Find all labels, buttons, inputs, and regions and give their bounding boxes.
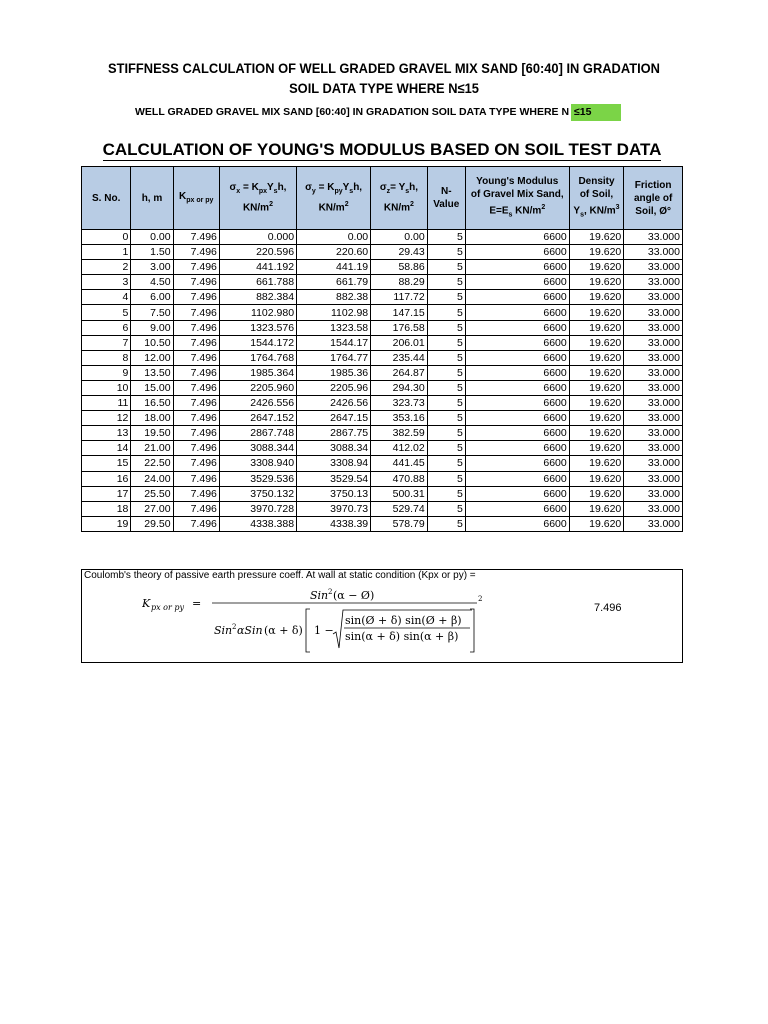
table-row <box>82 245 683 260</box>
youngs-modulus-table <box>81 166 683 532</box>
cell-friction-angle: 33.000 <box>624 305 683 320</box>
cell-n-value: 5 <box>427 471 465 486</box>
cell-sigma-x: 3308.940 <box>219 456 296 471</box>
cell-depth: 22.50 <box>131 456 173 471</box>
cell-sigma-z: 294.30 <box>371 380 428 395</box>
cell-sno: 14 <box>82 441 131 456</box>
cell-density: 19.620 <box>569 230 624 245</box>
cell-sigma-z: 147.15 <box>371 305 428 320</box>
cell-n-value: 5 <box>427 290 465 305</box>
cell-sigma-z: 235.44 <box>371 350 428 365</box>
header-density: Density of Soil, $Y_s$, $KN/m^3$ <box>569 167 624 230</box>
cell-friction-angle: 33.000 <box>624 516 683 531</box>
cell-friction-angle: 33.000 <box>624 441 683 456</box>
cell-friction-angle: 33.000 <box>624 501 683 516</box>
svg-text:2: 2 <box>328 588 333 596</box>
cell-sno: 2 <box>82 260 131 275</box>
header-sno: S. No. <box>82 167 131 230</box>
cell-sigma-z: 500.31 <box>371 486 428 501</box>
table-row <box>82 426 683 441</box>
cell-sigma-x: 2426.556 <box>219 396 296 411</box>
cell-n-value: 5 <box>427 411 465 426</box>
cell-friction-angle: 33.000 <box>624 320 683 335</box>
cell-friction-angle: 33.000 <box>624 275 683 290</box>
cell-sno: 12 <box>82 411 131 426</box>
cell-sigma-z: 323.73 <box>371 396 428 411</box>
cell-depth: 24.00 <box>131 471 173 486</box>
cell-sigma-y: 1544.17 <box>297 335 371 350</box>
cell-n-value: 5 <box>427 441 465 456</box>
cell-sigma-x: 220.596 <box>219 245 296 260</box>
cell-sigma-z: 578.79 <box>371 516 428 531</box>
table-row <box>82 441 683 456</box>
cell-sno: 8 <box>82 350 131 365</box>
cell-density: 19.620 <box>569 275 624 290</box>
cell-youngs-modulus: 6600 <box>465 456 569 471</box>
cell-sno: 4 <box>82 290 131 305</box>
table-row <box>82 320 683 335</box>
header-sigma-z: $\sigma_z= Y_sh$, $KN/m^2$ <box>371 167 428 230</box>
cell-n-value: 5 <box>427 380 465 395</box>
cell-n-value: 5 <box>427 426 465 441</box>
cell-n-value: 5 <box>427 486 465 501</box>
cell-sigma-y: 3308.94 <box>297 456 371 471</box>
cell-density: 19.620 <box>569 290 624 305</box>
cell-sigma-y: 1323.58 <box>297 320 371 335</box>
cell-youngs-modulus: 6600 <box>465 320 569 335</box>
cell-depth: 16.50 <box>131 396 173 411</box>
header-kp: $K_{px or py}$ <box>173 167 219 230</box>
table-row <box>82 365 683 380</box>
cell-friction-angle: 33.000 <box>624 260 683 275</box>
cell-kp: 7.496 <box>173 380 219 395</box>
cell-depth: 19.50 <box>131 426 173 441</box>
header-sigma-x: $\sigma_x = K_{px}Y_sh$, $KN/m^2$ <box>219 167 296 230</box>
cell-depth: 13.50 <box>131 365 173 380</box>
cell-sigma-x: 3529.536 <box>219 471 296 486</box>
cell-depth: 21.00 <box>131 441 173 456</box>
cell-n-value: 5 <box>427 305 465 320</box>
section-heading-text: CALCULATION OF YOUNG'S MODULUS BASED ON SOIL TEST DATA <box>102 140 662 159</box>
cell-friction-angle: 33.000 <box>624 456 683 471</box>
cell-sigma-x: 1985.364 <box>219 365 296 380</box>
cell-depth: 29.50 <box>131 516 173 531</box>
cell-sno: 19 <box>82 516 131 531</box>
cell-sigma-y: 220.60 <box>297 245 371 260</box>
cell-density: 19.620 <box>569 501 624 516</box>
cell-sigma-y: 3970.73 <box>297 501 371 516</box>
cell-sno: 16 <box>82 471 131 486</box>
cell-sigma-y: 3750.13 <box>297 486 371 501</box>
cell-density: 19.620 <box>569 426 624 441</box>
cell-sigma-x: 1102.980 <box>219 305 296 320</box>
document-title <box>86 58 682 98</box>
cell-n-value: 5 <box>427 350 465 365</box>
cell-friction-angle: 33.000 <box>624 471 683 486</box>
cell-kp: 7.496 <box>173 260 219 275</box>
cell-density: 19.620 <box>569 320 624 335</box>
cell-sigma-z: 58.86 <box>371 260 428 275</box>
cell-depth: 12.00 <box>131 350 173 365</box>
cell-n-value: 5 <box>427 396 465 411</box>
cell-density: 19.620 <box>569 441 624 456</box>
document-title-line1: STIFFNESS CALCULATION OF WELL GRADED GRAVEL MIX SAND [60:40] IN GRADATION <box>108 60 660 76</box>
table-row <box>82 335 683 350</box>
cell-n-value: 5 <box>427 335 465 350</box>
cell-depth: 15.00 <box>131 380 173 395</box>
cell-sigma-y: 661.79 <box>297 275 371 290</box>
cell-kp: 7.496 <box>173 230 219 245</box>
cell-friction-angle: 33.000 <box>624 230 683 245</box>
cell-sigma-z: 441.45 <box>371 456 428 471</box>
svg-text:(α + δ): (α + δ) <box>264 624 303 637</box>
cell-sno: 5 <box>82 305 131 320</box>
cell-kp: 7.496 <box>173 335 219 350</box>
cell-youngs-modulus: 6600 <box>465 275 569 290</box>
cell-youngs-modulus: 6600 <box>465 245 569 260</box>
coulomb-formula-box <box>81 569 683 663</box>
table-row <box>82 275 683 290</box>
cell-youngs-modulus: 6600 <box>465 365 569 380</box>
cell-n-value: 5 <box>427 230 465 245</box>
svg-text:Sin: Sin <box>214 624 233 637</box>
n-value-badge: ≤15 <box>571 104 621 121</box>
cell-youngs-modulus: 6600 <box>465 516 569 531</box>
cell-sigma-z: 529.74 <box>371 501 428 516</box>
cell-sno: 10 <box>82 380 131 395</box>
cell-friction-angle: 33.000 <box>624 426 683 441</box>
table-row <box>82 501 683 516</box>
cell-density: 19.620 <box>569 260 624 275</box>
cell-density: 19.620 <box>569 456 624 471</box>
cell-kp: 7.496 <box>173 290 219 305</box>
cell-friction-angle: 33.000 <box>624 290 683 305</box>
header-depth: h, m <box>131 167 173 230</box>
cell-kp: 7.496 <box>173 305 219 320</box>
cell-sigma-y: 1102.98 <box>297 305 371 320</box>
header-n-value: N- Value <box>427 167 465 230</box>
svg-text:Sin: Sin <box>310 589 329 602</box>
table-row <box>82 411 683 426</box>
cell-sigma-y: 2426.56 <box>297 396 371 411</box>
cell-n-value: 5 <box>427 245 465 260</box>
cell-sigma-z: 0.00 <box>371 230 428 245</box>
svg-text:1 −: 1 − <box>314 624 334 637</box>
cell-kp: 7.496 <box>173 471 219 486</box>
cell-sigma-z: 117.72 <box>371 290 428 305</box>
table-row <box>82 260 683 275</box>
cell-sigma-x: 882.384 <box>219 290 296 305</box>
cell-sigma-z: 470.88 <box>371 471 428 486</box>
cell-kp: 7.496 <box>173 426 219 441</box>
cell-sno: 9 <box>82 365 131 380</box>
cell-youngs-modulus: 6600 <box>465 411 569 426</box>
svg-text:=: = <box>192 597 202 610</box>
cell-sno: 3 <box>82 275 131 290</box>
cell-sigma-y: 1985.36 <box>297 365 371 380</box>
header-friction-angle: Friction angle of Soil, Ø° <box>624 167 683 230</box>
cell-friction-angle: 33.000 <box>624 245 683 260</box>
cell-depth: 7.50 <box>131 305 173 320</box>
cell-n-value: 5 <box>427 516 465 531</box>
cell-kp: 7.496 <box>173 441 219 456</box>
cell-youngs-modulus: 6600 <box>465 396 569 411</box>
table-row <box>82 396 683 411</box>
cell-sigma-z: 29.43 <box>371 245 428 260</box>
cell-sigma-y: 1764.77 <box>297 350 371 365</box>
table-row <box>82 456 683 471</box>
table-row <box>82 305 683 320</box>
cell-density: 19.620 <box>569 516 624 531</box>
cell-kp: 7.496 <box>173 486 219 501</box>
cell-sigma-x: 3970.728 <box>219 501 296 516</box>
cell-sigma-y: 0.00 <box>297 230 371 245</box>
table-row <box>82 516 683 531</box>
cell-kp: 7.496 <box>173 275 219 290</box>
cell-depth: 6.00 <box>131 290 173 305</box>
cell-depth: 9.00 <box>131 320 173 335</box>
cell-depth: 3.00 <box>131 260 173 275</box>
svg-text:αSin: αSin <box>237 624 263 637</box>
cell-sigma-y: 2647.15 <box>297 411 371 426</box>
cell-sigma-x: 441.192 <box>219 260 296 275</box>
cell-depth: 1.50 <box>131 245 173 260</box>
cell-kp: 7.496 <box>173 320 219 335</box>
cell-youngs-modulus: 6600 <box>465 230 569 245</box>
cell-sigma-y: 3529.54 <box>297 471 371 486</box>
cell-kp: 7.496 <box>173 456 219 471</box>
cell-sigma-z: 353.16 <box>371 411 428 426</box>
document-title-line2: SOIL DATA TYPE WHERE N≤15 <box>289 80 479 96</box>
section-heading <box>80 140 684 160</box>
cell-youngs-modulus: 6600 <box>465 501 569 516</box>
svg-text:K: K <box>142 597 151 610</box>
table-row <box>82 290 683 305</box>
cell-youngs-modulus: 6600 <box>465 486 569 501</box>
kp-formula <box>142 582 562 660</box>
cell-sno: 17 <box>82 486 131 501</box>
table-row <box>82 471 683 486</box>
cell-youngs-modulus: 6600 <box>465 426 569 441</box>
cell-density: 19.620 <box>569 486 624 501</box>
cell-sigma-y: 2867.75 <box>297 426 371 441</box>
cell-density: 19.620 <box>569 365 624 380</box>
soil-type-text: WELL GRADED GRAVEL MIX SAND [60:40] IN GRADATION SOIL DATA TYPE WHERE N <box>135 106 570 118</box>
cell-sno: 6 <box>82 320 131 335</box>
cell-youngs-modulus: 6600 <box>465 260 569 275</box>
table-row <box>82 350 683 365</box>
cell-depth: 4.50 <box>131 275 173 290</box>
cell-density: 19.620 <box>569 245 624 260</box>
cell-sigma-x: 2647.152 <box>219 411 296 426</box>
cell-depth: 18.00 <box>131 411 173 426</box>
cell-sno: 1 <box>82 245 131 260</box>
cell-sigma-y: 3088.34 <box>297 441 371 456</box>
cell-n-value: 5 <box>427 275 465 290</box>
cell-sigma-x: 4338.388 <box>219 516 296 531</box>
cell-friction-angle: 33.000 <box>624 486 683 501</box>
cell-sigma-x: 1544.172 <box>219 335 296 350</box>
cell-sigma-y: 882.38 <box>297 290 371 305</box>
cell-youngs-modulus: 6600 <box>465 305 569 320</box>
cell-sigma-x: 0.000 <box>219 230 296 245</box>
table-row <box>82 380 683 395</box>
cell-n-value: 5 <box>427 456 465 471</box>
cell-sno: 13 <box>82 426 131 441</box>
cell-sigma-x: 3088.344 <box>219 441 296 456</box>
cell-sigma-z: 382.59 <box>371 426 428 441</box>
cell-friction-angle: 33.000 <box>624 365 683 380</box>
cell-kp: 7.496 <box>173 245 219 260</box>
svg-text:px or py: px or py <box>151 603 184 612</box>
cell-youngs-modulus: 6600 <box>465 290 569 305</box>
cell-sigma-y: 4338.39 <box>297 516 371 531</box>
cell-depth: 0.00 <box>131 230 173 245</box>
cell-sigma-z: 264.87 <box>371 365 428 380</box>
cell-kp: 7.496 <box>173 516 219 531</box>
cell-youngs-modulus: 6600 <box>465 350 569 365</box>
cell-sigma-x: 661.788 <box>219 275 296 290</box>
table-row <box>82 230 683 245</box>
cell-kp: 7.496 <box>173 396 219 411</box>
cell-depth: 27.00 <box>131 501 173 516</box>
cell-density: 19.620 <box>569 411 624 426</box>
cell-n-value: 5 <box>427 501 465 516</box>
cell-sigma-z: 412.02 <box>371 441 428 456</box>
svg-text:2: 2 <box>478 595 483 603</box>
cell-sno: 11 <box>82 396 131 411</box>
cell-friction-angle: 33.000 <box>624 350 683 365</box>
svg-text:2: 2 <box>232 623 237 631</box>
table-header-row <box>82 167 683 230</box>
cell-friction-angle: 33.000 <box>624 335 683 350</box>
cell-n-value: 5 <box>427 260 465 275</box>
table-row <box>82 486 683 501</box>
cell-sno: 0 <box>82 230 131 245</box>
cell-sigma-z: 88.29 <box>371 275 428 290</box>
cell-density: 19.620 <box>569 335 624 350</box>
cell-sigma-z: 206.01 <box>371 335 428 350</box>
cell-sigma-y: 2205.96 <box>297 380 371 395</box>
cell-youngs-modulus: 6600 <box>465 380 569 395</box>
header-youngs-modulus: Young's Modulus of Gravel Mix Sand, $E=E_s$ $KN/m^2$ <box>465 167 569 230</box>
cell-friction-angle: 33.000 <box>624 396 683 411</box>
cell-density: 19.620 <box>569 350 624 365</box>
cell-youngs-modulus: 6600 <box>465 335 569 350</box>
cell-sno: 18 <box>82 501 131 516</box>
cell-sigma-x: 1764.768 <box>219 350 296 365</box>
cell-density: 19.620 <box>569 305 624 320</box>
cell-depth: 10.50 <box>131 335 173 350</box>
cell-density: 19.620 <box>569 396 624 411</box>
cell-density: 19.620 <box>569 471 624 486</box>
cell-sigma-x: 2867.748 <box>219 426 296 441</box>
cell-kp: 7.496 <box>173 350 219 365</box>
cell-friction-angle: 33.000 <box>624 380 683 395</box>
cell-sno: 7 <box>82 335 131 350</box>
formula-intro: Coulomb's theory of passive earth pressure coeff. At wall at static condition (Kpx or py) = <box>84 570 476 581</box>
cell-friction-angle: 33.000 <box>624 411 683 426</box>
cell-sigma-y: 441.19 <box>297 260 371 275</box>
svg-text:sin(α + δ) sin(α + β): sin(α + δ) sin(α + β) <box>345 630 459 643</box>
soil-type-line <box>135 104 621 121</box>
cell-sigma-x: 2205.960 <box>219 380 296 395</box>
kp-value: 7.496 <box>594 602 622 614</box>
cell-density: 19.620 <box>569 380 624 395</box>
cell-sigma-x: 3750.132 <box>219 486 296 501</box>
cell-kp: 7.496 <box>173 411 219 426</box>
cell-n-value: 5 <box>427 365 465 380</box>
svg-text:sin(Ø + δ) sin(Ø + β): sin(Ø + δ) sin(Ø + β) <box>345 614 462 627</box>
cell-sigma-x: 1323.576 <box>219 320 296 335</box>
table-body <box>82 230 683 532</box>
cell-youngs-modulus: 6600 <box>465 471 569 486</box>
cell-sigma-z: 176.58 <box>371 320 428 335</box>
cell-depth: 25.50 <box>131 486 173 501</box>
svg-text:(α − Ø): (α − Ø) <box>333 589 375 602</box>
cell-n-value: 5 <box>427 320 465 335</box>
cell-kp: 7.496 <box>173 501 219 516</box>
header-sigma-y: $\sigma_y = K_{py}Y_sh$, $KN/m^2$ <box>297 167 371 230</box>
cell-sno: 15 <box>82 456 131 471</box>
cell-youngs-modulus: 6600 <box>465 441 569 456</box>
cell-kp: 7.496 <box>173 365 219 380</box>
